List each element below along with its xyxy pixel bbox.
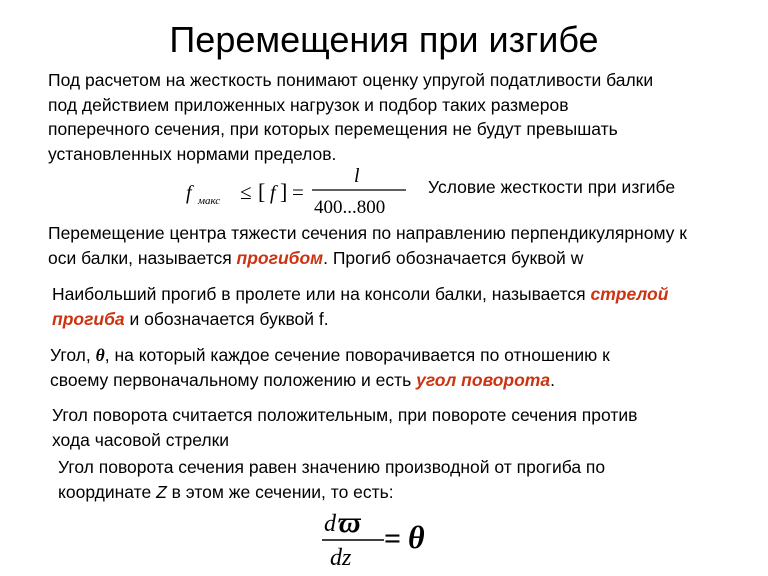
formula-f-max: f bbox=[186, 182, 192, 204]
formula-d-top: d bbox=[324, 511, 336, 537]
formula2-equals: = bbox=[384, 522, 402, 555]
term-deflection: прогибом bbox=[236, 247, 324, 268]
sign-rule-line-2: хода часовой стрелки bbox=[52, 429, 229, 450]
angle-paragraph bbox=[50, 343, 610, 392]
angle-line-2: своему первоначальному положению и есть угол поворота. bbox=[50, 369, 555, 390]
term-arrow: стрелой bbox=[590, 284, 669, 304]
deflection-line-2: оси балки, называется прогибом. Прогиб обозначается буквой w bbox=[48, 247, 584, 268]
theta-symbol: θ bbox=[95, 345, 105, 365]
formula-leq: ≤ bbox=[240, 180, 252, 204]
formula2-theta: θ bbox=[408, 519, 425, 555]
formula-subscript-max: макс bbox=[198, 195, 221, 207]
coordinate-z: Z bbox=[156, 481, 167, 502]
stiffness-condition-label: Условие жесткости при изгибе bbox=[428, 177, 676, 197]
derivative-line-2: координате Z в этом же сечении, то есть: bbox=[58, 481, 394, 502]
formula-numerator: l bbox=[354, 166, 360, 187]
intro-paragraph bbox=[48, 68, 653, 166]
deflection-line-1: Перемещение центра тяжести сечения по направлению перпендикулярному к bbox=[48, 223, 687, 243]
derivative-paragraph bbox=[58, 455, 605, 504]
max-deflection-line-1: Наибольший прогиб в пролете или на консоли балки, называется стрелой bbox=[52, 284, 669, 304]
max-deflection-paragraph bbox=[52, 282, 668, 331]
intro-line-2: под действием приложенных нагрузок и подбор таких размеров bbox=[48, 94, 569, 115]
formula-dz: dz bbox=[330, 545, 352, 571]
derivative-line-1: Угол поворота сечения равен значению производной от прогиба по bbox=[58, 457, 606, 477]
max-deflection-line-2: прогиба и обозначается буквой f. bbox=[52, 308, 329, 329]
formula-omega: ϖ bbox=[338, 506, 361, 539]
sign-rule-line-1: Угол поворота считается положительным, при повороте сечения против bbox=[52, 405, 638, 425]
formula-bracket-open: [ bbox=[258, 179, 266, 204]
slide-title: Перемещения при изгибе bbox=[169, 19, 599, 60]
angle-line-1: Угол, θ, на который каждое сечение поворачивается по отношению к bbox=[50, 345, 610, 365]
intro-line-3: поперечного сечения, при которых перемещения не будут превышать bbox=[48, 119, 618, 139]
term-rotation-angle: угол поворота bbox=[416, 369, 551, 390]
term-of-deflection: прогиба bbox=[52, 308, 125, 329]
stiffness-condition-formula bbox=[184, 166, 414, 220]
deflection-paragraph bbox=[48, 221, 687, 270]
formula-f-allowed: f bbox=[270, 182, 276, 204]
intro-line-1: Под расчетом на жесткость понимают оценку упругой податливости балки bbox=[48, 70, 654, 90]
formula-denominator: 400...800 bbox=[314, 197, 386, 218]
formula-bracket-close: ] bbox=[280, 179, 288, 204]
sign-rule-paragraph bbox=[52, 403, 637, 452]
formula-equals: = bbox=[292, 180, 304, 204]
intro-line-4: установленных нормами пределов. bbox=[48, 143, 337, 164]
rotation-angle-formula bbox=[318, 505, 458, 575]
